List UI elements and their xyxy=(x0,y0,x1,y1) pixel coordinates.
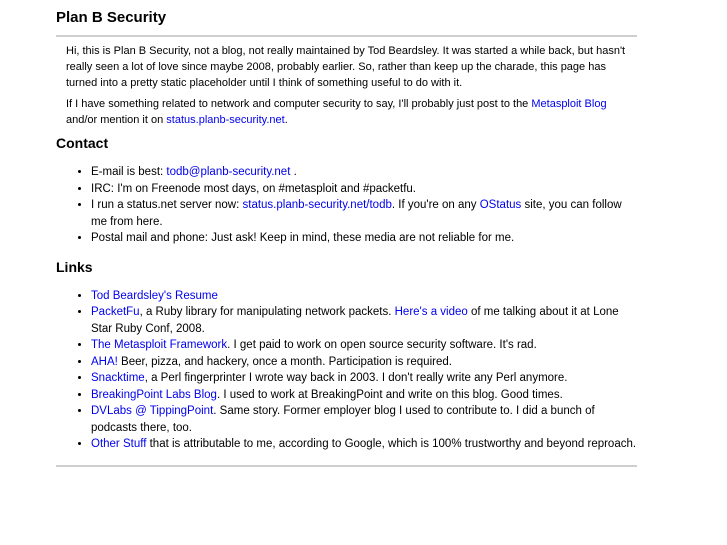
links-heading: Links xyxy=(56,258,93,275)
metasploit-blog-link[interactable]: Metasploit Blog xyxy=(531,98,607,110)
video-link[interactable]: Here's a video xyxy=(394,306,468,318)
links-list xyxy=(56,288,637,453)
aha-link[interactable]: AHA! xyxy=(91,355,118,368)
intro-text: If I have something related to network and computer security to say, I'll probably just post to the xyxy=(66,98,532,110)
contact-item-irc: • IRC: I'm on Freenode most days, on #metasploit and #packetfu. xyxy=(91,181,637,198)
contact-text: site, you can follow me from here. xyxy=(91,199,622,228)
links-item-breakingpoint xyxy=(91,387,637,404)
links-item-resume xyxy=(91,288,637,305)
status-todb-link[interactable]: status.planb-security.net/todb xyxy=(242,199,392,211)
dvlabs-link[interactable]: DVLabs @ TippingPoint xyxy=(91,405,214,417)
resume-link[interactable]: Tod Beardsley's Resume xyxy=(91,289,218,302)
contact-heading: Contact xyxy=(56,135,109,151)
links-item-snacktime xyxy=(91,370,637,387)
contact-text: E-mail is best: xyxy=(91,166,167,178)
intro-section xyxy=(56,43,637,128)
intro-text: and/or mention it on xyxy=(66,114,167,126)
links-text: , a Perl fingerprinter I wrote way back in 2003. I don't really write any Perl anymore. xyxy=(144,372,568,384)
contact-list xyxy=(56,164,637,247)
contact-text: . If you're on any xyxy=(391,199,480,211)
contact-text: . xyxy=(290,166,297,178)
ostatus-link[interactable]: OStatus xyxy=(479,199,522,211)
links-item-other xyxy=(91,436,637,453)
links-item-dvlabs xyxy=(91,403,637,436)
packetfu-link[interactable]: PacketFu xyxy=(91,306,140,318)
contact-item-email xyxy=(91,164,637,181)
links-text: , a Ruby library for manipulating network packets. xyxy=(139,306,395,318)
page-title: Plan B Security xyxy=(56,9,167,26)
links-item-packetfu xyxy=(91,304,637,337)
contact-text: I run a status.net server now: xyxy=(91,199,243,211)
intro-text: . xyxy=(284,114,288,126)
links-item-aha xyxy=(91,354,637,371)
intro-paragraph-2 xyxy=(66,96,637,128)
snacktime-link[interactable]: Snacktime xyxy=(91,372,145,384)
intro-paragraph-1: Hi, this is Plan B Security, not a blog, not really maintained by Tod Beardsley. It was started a while back, but hasn't really seen a lot of love since maybe 2008, probably earlier. So, rather than keep up the charade, this page has turned into a pretty static placeholder until I think of something useful to do with it. xyxy=(66,45,626,89)
other-stuff-link[interactable]: Other Stuff xyxy=(91,438,147,450)
links-text: of me talking about it at Lone Star Ruby Conf, 2008. xyxy=(91,306,619,335)
links-text: . I get paid to work on open source security software. It's rad. xyxy=(227,339,537,351)
email-link[interactable]: todb@planb-security.net xyxy=(166,166,291,178)
status-site-link[interactable]: status.planb-security.net xyxy=(166,114,285,126)
links-text: . I used to work at BreakingPoint and write on this blog. Good times. xyxy=(216,388,563,401)
links-item-metasploit xyxy=(91,337,637,354)
breakingpoint-blog-link[interactable]: BreakingPoint Labs Blog xyxy=(91,388,217,401)
bottom-divider xyxy=(56,465,637,467)
links-text: that is attributable to me, according to Google, which is 100% trustworthy and beyond reproach. xyxy=(146,438,637,450)
links-text: Beer, pizza, and hackery, once a month. Participation is required. xyxy=(117,355,452,368)
metasploit-framework-link[interactable]: The Metasploit Framework xyxy=(91,339,228,351)
page-content xyxy=(56,0,637,467)
top-divider xyxy=(56,35,637,37)
contact-item-postal: • Postal mail and phone: Just ask! Keep in mind, these media are not reliable for me. xyxy=(91,230,637,247)
links-text: . Same story. Former employer blog I used to contribute to. I did a bunch of podcasts there, too. xyxy=(91,405,595,434)
contact-item-status xyxy=(91,197,637,230)
